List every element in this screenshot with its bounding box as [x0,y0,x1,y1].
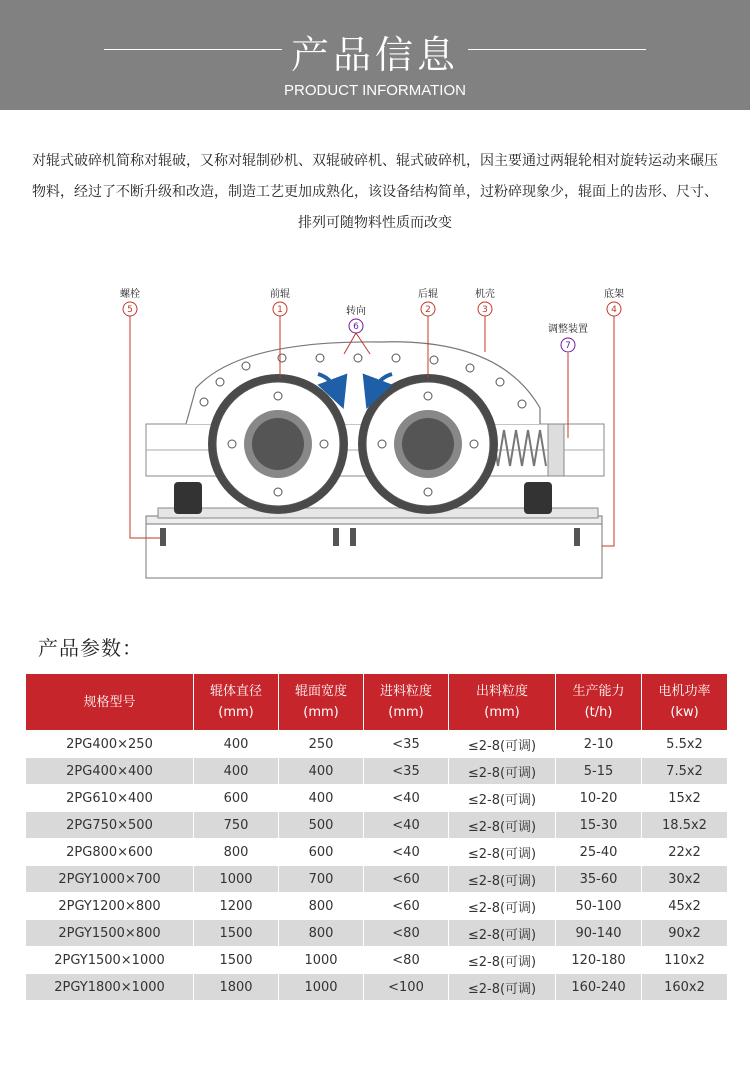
table-cell: 45x2 [642,893,728,920]
table-cell: 250 [279,731,364,758]
table-cell: 1800 [194,974,279,1001]
table-row [26,758,728,785]
table-cell: 1500 [194,947,279,974]
table-cell: 50-100 [556,893,642,920]
label-rotation-num: 6 [353,322,359,332]
table-cell: ≤2-8(可调) [449,947,556,974]
table-cell: <60 [364,893,449,920]
header-model: 规格型号 [26,674,194,731]
table-header-row [26,674,728,731]
table-cell: 25-40 [556,839,642,866]
label-adjuster-num: 7 [565,341,571,351]
spec-table [25,673,728,1001]
label-front-roller-num: 1 [277,305,283,315]
table-row [26,785,728,812]
label-adjuster: 调整装置 [548,324,588,335]
table-cell: 2PG400×250 [26,731,194,758]
table-cell: 2PGY1200×800 [26,893,194,920]
table-cell: 750 [194,812,279,839]
label-frame: 底架 [604,289,624,300]
header-motor-power: 电机功率 (kw) [642,674,728,731]
header-banner [0,0,750,110]
table-cell: 400 [194,758,279,785]
table-row [26,866,728,893]
table-cell: 2PG400×400 [26,758,194,785]
table-cell: 5-15 [556,758,642,785]
params-title: 产品参数： [38,636,143,660]
table-cell: ≤2-8(可调) [449,920,556,947]
bearing-block-right [524,482,552,514]
base-bolt-left [160,528,166,546]
table-cell: ≤2-8(可调) [449,812,556,839]
table-cell: 2PG610×400 [26,785,194,812]
table-row [26,812,728,839]
table-cell: ≤2-8(可调) [449,974,556,1001]
table-cell: <100 [364,974,449,1001]
table-cell: 2PGY1500×1000 [26,947,194,974]
table-cell: 2PGY1000×700 [26,866,194,893]
table-row [26,731,728,758]
header-capacity: 生产能力 (t/h) [556,674,642,731]
table-cell: 160-240 [556,974,642,1001]
base-bolt-center [333,528,339,546]
table-cell: 1000 [279,974,364,1001]
table-cell: <40 [364,785,449,812]
header-roll-diameter: 辊体直径 (mm) [194,674,279,731]
label-front-roller: 前辊 [270,289,290,300]
table-cell: 90-140 [556,920,642,947]
label-frame-num: 4 [611,305,617,315]
table-cell: 2-10 [556,731,642,758]
front-roller [208,374,348,514]
table-cell: 5.5x2 [642,731,728,758]
table-cell: <80 [364,920,449,947]
table-cell: <40 [364,812,449,839]
label-rear-roller: 后辊 [418,289,438,300]
table-cell: 30x2 [642,866,728,893]
table-cell: 400 [279,785,364,812]
table-cell: ≤2-8(可调) [449,893,556,920]
table-cell: 2PG750×500 [26,812,194,839]
table-cell: ≤2-8(可调) [449,785,556,812]
label-bolt: 螺栓 [120,289,140,300]
table-cell: ≤2-8(可调) [449,839,556,866]
table-cell: <80 [364,947,449,974]
table-row [26,947,728,974]
table-cell: 600 [194,785,279,812]
intro-paragraph: 对辊式破碎机简称对辊破，又称对辊制砂机、双辊破碎机、辊式破碎机，因主要通过两辊轮相对旋转运动来碾压物料，经过了不断升级和改造，制造工艺更加成熟化，该设备结构简单，过粉碎现象少，辊面上的齿形、尺寸、排列可随物料性质而改变 [32,153,718,231]
table-cell: 1000 [279,947,364,974]
table-cell: 10-20 [556,785,642,812]
header-feed-size: 进料粒度 (mm) [364,674,449,731]
table-row [26,974,728,1001]
table-cell: 120-180 [556,947,642,974]
spec-table-body [26,731,728,1001]
table-cell: ≤2-8(可调) [449,866,556,893]
table-cell: <35 [364,731,449,758]
table-cell: 1200 [194,893,279,920]
table-cell: 2PG800×600 [26,839,194,866]
table-cell: 22x2 [642,839,728,866]
table-cell: 15x2 [642,785,728,812]
table-cell: 1500 [194,920,279,947]
header-discharge-size: 出料粒度 (mm) [449,674,556,731]
roller-crusher-diagram [100,278,640,584]
table-row [26,920,728,947]
table-row [26,839,728,866]
base-bolt-right [574,528,580,546]
table-cell: 800 [279,920,364,947]
table-cell: 18.5x2 [642,812,728,839]
label-bolt-num: 5 [127,305,133,315]
table-cell: 7.5x2 [642,758,728,785]
label-rotation: 转向 [346,306,366,317]
table-cell: 1000 [194,866,279,893]
table-cell: 35-60 [556,866,642,893]
table-cell: 400 [194,731,279,758]
table-cell: 2PGY1500×800 [26,920,194,947]
table-cell: 15-30 [556,812,642,839]
table-row [26,893,728,920]
table-cell: ≤2-8(可调) [449,758,556,785]
table-cell: <60 [364,866,449,893]
label-housing-num: 3 [482,305,488,315]
base-frame-shape [146,522,602,578]
table-cell: <35 [364,758,449,785]
table-cell: 90x2 [642,920,728,947]
header-title-en: PRODUCT INFORMATION [284,82,466,99]
bearing-block-left [174,482,202,514]
table-cell: 600 [279,839,364,866]
table-cell: 2PGY1800×1000 [26,974,194,1001]
rear-roller [358,374,498,514]
header-title-cn: 产品信息 [290,33,459,77]
table-cell: 160x2 [642,974,728,1001]
table-cell: 500 [279,812,364,839]
table-cell: 800 [194,839,279,866]
base-bolt-center2 [350,528,356,546]
label-housing: 机壳 [475,289,495,300]
table-cell: <40 [364,839,449,866]
table-cell: 700 [279,866,364,893]
label-rear-roller-num: 2 [425,305,431,315]
table-cell: 110x2 [642,947,728,974]
header-roll-width: 辊面宽度 (mm) [279,674,364,731]
table-cell: 800 [279,893,364,920]
table-cell: 400 [279,758,364,785]
table-cell: ≤2-8(可调) [449,731,556,758]
